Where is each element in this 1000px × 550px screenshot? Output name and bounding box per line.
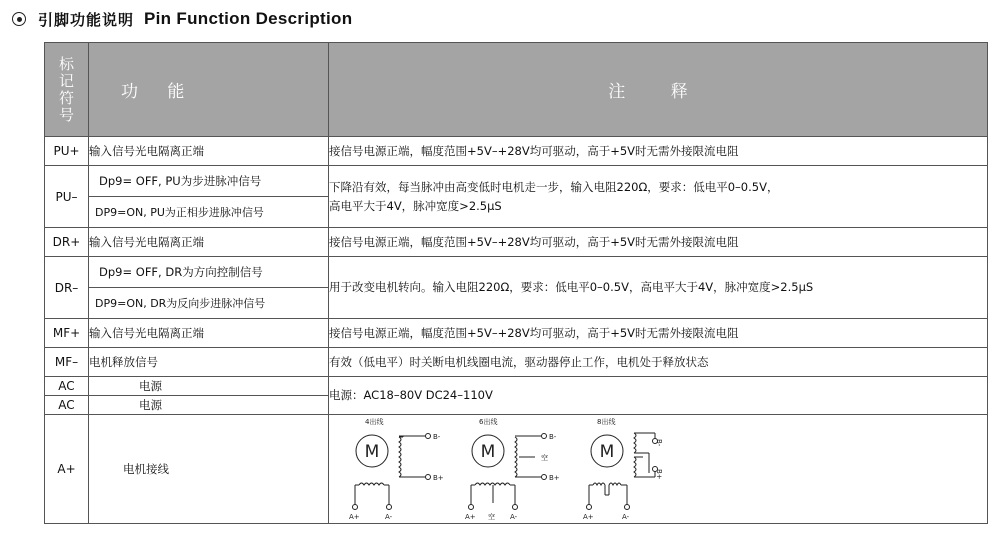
motor-label: M [364, 442, 380, 462]
pin-note: 有效（低电平）时关断电机线圈电流，驱动器停止工作，电机处于释放状态 [329, 348, 988, 377]
bullet-circle-icon [12, 12, 26, 26]
coil-b1-icon [634, 433, 636, 453]
diagram-6-wire [465, 417, 560, 521]
pin-function: 输入信号光电隔离正端 [89, 228, 329, 257]
header-symbol [45, 43, 89, 137]
wire-label: A+ [583, 513, 594, 521]
wiring-diagrams-cell [329, 415, 988, 524]
pin-function: Dp9= OFF, PU为步进脉冲信号 [89, 166, 329, 197]
pin-note: 接信号电源正端，幅度范围+5V–+28V均可驱动，高于+5V时无需外接限流电阻 [329, 228, 988, 257]
terminal-icon [542, 475, 547, 480]
wire-label: 空 [488, 513, 495, 521]
motor-label: M [599, 442, 615, 462]
terminal-icon [426, 475, 431, 480]
header-symbol-char: 号 [58, 105, 74, 124]
coil-a2-icon [609, 483, 621, 485]
pin-function: DP9=ON, DR为反向步进脉冲信号 [89, 288, 329, 319]
pin-note: 电源：AC18–80V DC24–110V [329, 377, 988, 415]
wire-label: 空 [541, 454, 548, 462]
diagram-title: 6出线 [479, 418, 498, 426]
table-row [45, 348, 988, 377]
pin-symbol: PU+ [45, 137, 89, 166]
terminal-icon [542, 434, 547, 439]
diagram-8-wire [583, 417, 663, 521]
pin-note: 接信号电源正端，幅度范围+5V–+28V均可驱动，高于+5V时无需外接限流电阻 [329, 319, 988, 348]
terminal-icon [625, 505, 630, 510]
table-row [45, 257, 988, 288]
terminal-icon [587, 505, 592, 510]
table-row [45, 228, 988, 257]
table-row [45, 319, 988, 348]
wire-label: B+ [549, 474, 560, 482]
wire-label: B+ [655, 469, 663, 480]
pin-function: 输入信号光电隔离正端 [89, 319, 329, 348]
pin-function: 电源 [89, 396, 329, 415]
header-note: 注 释 [329, 43, 988, 137]
table-row [45, 137, 988, 166]
wire-label: A- [622, 513, 630, 521]
coil-a1-icon [593, 483, 605, 485]
pin-note-line: 高电平大于4V，脉冲宽度>2.5μS [329, 198, 502, 213]
wire-label: B- [655, 439, 663, 447]
pin-note [329, 166, 988, 228]
pin-symbol: PU– [45, 166, 89, 228]
pin-function: 电机接线 [89, 415, 329, 524]
header-symbol-char: 记 [58, 71, 74, 90]
pin-function: Dp9= OFF, DR为方向控制信号 [89, 257, 329, 288]
motor-label: M [480, 442, 496, 462]
wire-label: A- [385, 513, 393, 521]
pin-function: DP9=ON, PU为正相步进脉冲信号 [89, 197, 329, 228]
table-row [45, 166, 988, 197]
pin-note: 用于改变电机转向。输入电阻220Ω，要求：低电平0–0.5V，高电平大于4V，脉冲宽度>2.5μS [329, 257, 988, 319]
pin-function: 电源 [89, 377, 329, 396]
pin-note-line: 下降沿有效，每当脉冲由高变低时电机走一步，输入电阻220Ω，要求：低电平0–0.5V， [329, 179, 779, 194]
section-heading [12, 8, 352, 30]
pin-function: 输入信号光电隔离正端 [89, 137, 329, 166]
heading-english: Pin Function Description [144, 9, 353, 28]
pin-note: 接信号电源正端，幅度范围+5V–+28V均可驱动，高于+5V时无需外接限流电阻 [329, 137, 988, 166]
terminal-icon [387, 505, 392, 510]
wire-label: A- [510, 513, 518, 521]
heading-chinese: 引脚功能说明 [38, 10, 135, 29]
pin-function-table [44, 42, 988, 524]
wire-label: B+ [433, 474, 444, 482]
pin-symbol: DR+ [45, 228, 89, 257]
pin-symbol: MF+ [45, 319, 89, 348]
table-row [45, 415, 988, 524]
pin-function: 电机释放信号 [89, 348, 329, 377]
table-row [45, 377, 988, 396]
diagram-title: 8出线 [597, 418, 616, 426]
diagram-title: 4出线 [365, 418, 384, 426]
wire-label: A+ [465, 513, 476, 521]
coil-b-icon [399, 437, 401, 477]
header-function: 功 能 [89, 43, 329, 137]
pin-symbol: AC [45, 377, 89, 396]
terminal-icon [426, 434, 431, 439]
wiring-diagrams [329, 415, 988, 523]
terminal-icon [513, 505, 518, 510]
table-header-row [45, 43, 988, 137]
header-symbol-char: 符 [58, 88, 74, 107]
pin-symbol: DR– [45, 257, 89, 319]
wire-label: A+ [349, 513, 360, 521]
wire-label: B- [549, 433, 557, 441]
coil-a-icon [359, 483, 384, 485]
coil-b-icon [515, 437, 517, 477]
pin-symbol: MF– [45, 348, 89, 377]
coil-a-icon [475, 483, 510, 485]
coil-b2-icon [634, 457, 636, 477]
header-symbol-char: 标 [58, 54, 74, 73]
terminal-icon [353, 505, 358, 510]
pin-symbol: A+ [45, 415, 89, 524]
diagram-4-wire [349, 417, 444, 521]
pin-symbol: AC [45, 396, 89, 415]
wire-label: B- [433, 433, 441, 441]
terminal-icon [469, 505, 474, 510]
